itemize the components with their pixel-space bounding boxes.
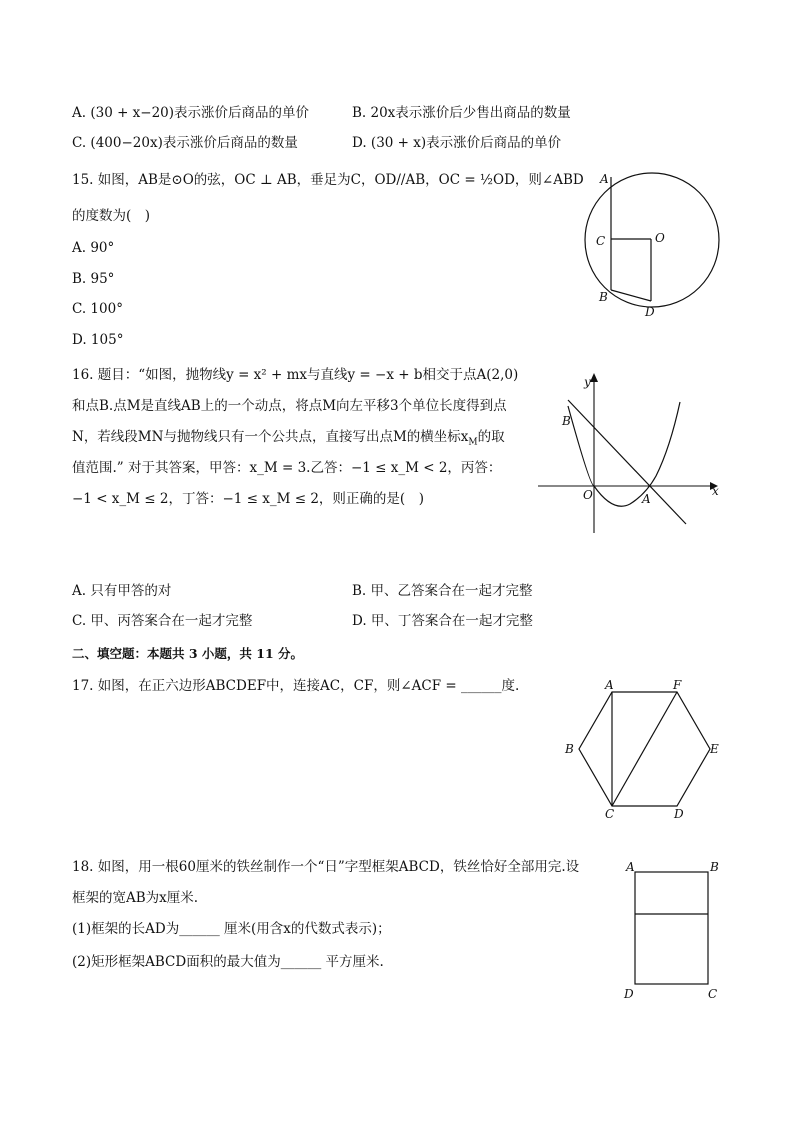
q17-hexagon-figure [560,676,730,821]
label-o: O [655,231,665,245]
q15-circle-figure [580,168,725,323]
label-a: A [626,860,635,874]
label-a: A [605,678,614,692]
q16-line3-sub: M [468,437,478,448]
q18-frame-figure [620,858,730,1008]
q15-stem-line2: 的度数为( ) [72,208,151,224]
segment-cf [612,692,677,806]
label-c: C [596,234,606,248]
label-o: O [583,488,593,502]
label-b: B [710,860,719,874]
label-x: x [712,484,719,498]
q15-stem-line1: 15. 如图，AB是⊙O的弦，OC ⊥ AB，垂足为C，OD//AB，OC = ½OD，则∠ABD [72,172,584,188]
q16-line3-main: N，若线段MN与抛物线只有一个公共点，直接写出点M的横坐标x [72,429,469,445]
label-b: B [565,742,574,756]
label-e: E [710,742,719,756]
q15-option-c: C. 100° [72,301,123,317]
q16-stem-line2: 和点B.点M是直线AB上的一个动点，将点M向左平移3个单位长度得到点 [72,398,507,414]
segment-bd [611,290,651,301]
q16-option-a: A. 只有甲答的对 [72,583,172,599]
q14-option-d: D. (30 + x)表示涨价后商品的单价 [352,135,562,151]
label-b: B [599,290,608,304]
q14-option-c: C. (400−20x)表示涨价后商品的数量 [72,135,298,151]
label-d: D [674,807,684,821]
q17-stem: 17. 如图，在正六边形ABCDEF中，连接AC，CF，则∠ACF = ______度. [72,678,520,694]
label-c: C [605,807,615,821]
q16-stem-line5: −1 < x_M ≤ 2，丁答：−1 ≤ x_M ≤ 2，则正确的是( ) [72,491,424,507]
q18-part1: (1)框架的长AD为______ 厘米(用含x的代数式表示)； [72,921,391,937]
q14-option-b: B. 20x表示涨价后少售出商品的数量 [352,105,571,121]
q16-parabola-figure [538,368,728,533]
label-d: D [624,987,634,1001]
q16-line3-end: 的取 [477,429,505,445]
q15-option-a: A. 90° [72,240,115,256]
q16-option-b: B. 甲、乙答案合在一起才完整 [352,583,533,599]
q16-stem-line1: 16. 题目：“如图，抛物线y = x² + mx与直线y = −x + b相交于点A(2,0) [72,367,519,383]
q16-stem-line4: 值范围.” 对于其答案，甲答：x_M = 3.乙答：−1 ≤ x_M < 2，丙答： [72,460,502,476]
section-fill-in-heading: 二、填空题：本题共 3 小题，共 11 分。 [72,646,304,661]
q14-option-a: A. (30 + x−20)表示涨价后商品的单价 [72,105,310,121]
frame-abcd [635,872,708,984]
q15-option-d: D. 105° [72,332,124,348]
label-b: B [562,414,571,428]
label-c: C [708,987,718,1001]
q18-stem-line1: 18. 如图，用一根60厘米的铁丝制作一个“日”字型框架ABCD，铁丝恰好全部用完.设 [72,859,580,875]
q16-stem-line3 [72,428,505,452]
y-axis-arrow [590,373,598,382]
label-a: A [600,172,609,186]
q16-option-d: D. 甲、丁答案合在一起才完整 [352,613,533,629]
label-f: F [673,678,682,692]
label-d: D [645,305,655,319]
q15-option-b: B. 95° [72,271,115,287]
q18-stem-line2: 框架的宽AB为x厘米. [72,890,199,906]
q16-option-c: C. 甲、丙答案合在一起才完整 [72,613,253,629]
q18-part2: (2)矩形框架ABCD面积的最大值为______ 平方厘米. [72,954,384,970]
label-a: A [642,492,651,506]
label-y: y [584,375,591,389]
